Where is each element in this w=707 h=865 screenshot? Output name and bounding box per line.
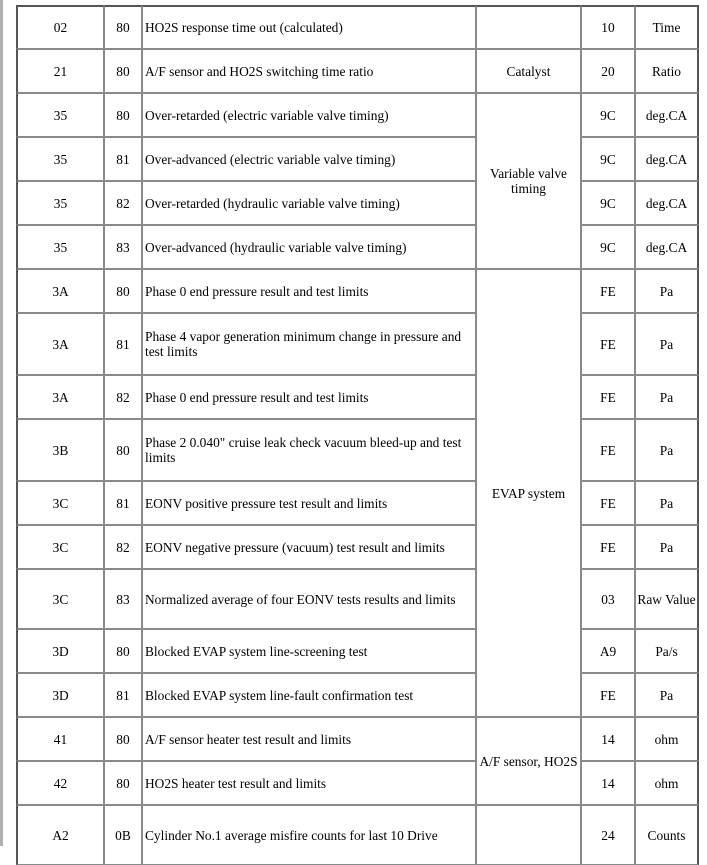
uas-id-cell: 20 bbox=[581, 49, 635, 93]
unit-cell: Pa bbox=[635, 419, 699, 481]
test-id-cell: 21 bbox=[16, 49, 104, 93]
unit-cell: Pa bbox=[635, 673, 699, 717]
test-id-cell: 35 bbox=[16, 181, 104, 225]
test-id-cell: 35 bbox=[16, 137, 104, 181]
category-cell: A/F sensor, HO2S bbox=[476, 717, 581, 805]
component-id-cell: 80 bbox=[104, 717, 142, 761]
uas-id-cell: 9C bbox=[581, 225, 635, 269]
table-row bbox=[16, 717, 699, 761]
unit-cell: deg.CA bbox=[635, 225, 699, 269]
test-id-cell: 3C bbox=[16, 569, 104, 629]
unit-cell: Pa bbox=[635, 313, 699, 375]
left-edge-bar bbox=[0, 0, 3, 846]
table-row bbox=[16, 761, 699, 805]
uas-id-cell: 24 bbox=[581, 805, 635, 865]
unit-cell: deg.CA bbox=[635, 93, 699, 137]
description-cell: Phase 4 vapor generation minimum change in pressure and test limits bbox=[142, 313, 476, 375]
component-id-cell: 81 bbox=[104, 481, 142, 525]
unit-cell: Pa bbox=[635, 269, 699, 313]
description-cell: HO2S heater test result and limits bbox=[142, 761, 476, 805]
description-cell: A/F sensor heater test result and limits bbox=[142, 717, 476, 761]
component-id-cell: 80 bbox=[104, 629, 142, 673]
description-cell: Phase 0 end pressure result and test limits bbox=[142, 269, 476, 313]
uas-id-cell: 03 bbox=[581, 569, 635, 629]
monitor-test-table bbox=[16, 5, 699, 865]
description-cell: Cylinder No.1 average misfire counts for last 10 Drive bbox=[142, 805, 476, 865]
description-cell: EONV negative pressure (vacuum) test result and limits bbox=[142, 525, 476, 569]
table-body bbox=[16, 5, 699, 865]
description-cell: Over-advanced (hydraulic variable valve timing) bbox=[142, 225, 476, 269]
component-id-cell: 82 bbox=[104, 181, 142, 225]
table-row bbox=[16, 269, 699, 313]
uas-id-cell: FE bbox=[581, 673, 635, 717]
category-cell: Variable valve timing bbox=[476, 93, 581, 269]
test-id-cell: 42 bbox=[16, 761, 104, 805]
unit-cell: Pa bbox=[635, 525, 699, 569]
component-id-cell: 81 bbox=[104, 313, 142, 375]
test-id-cell: 3C bbox=[16, 525, 104, 569]
component-id-cell: 81 bbox=[104, 673, 142, 717]
unit-cell: Ratio bbox=[635, 49, 699, 93]
description-cell: Over-retarded (hydraulic variable valve timing) bbox=[142, 181, 476, 225]
description-cell: Blocked EVAP system line-screening test bbox=[142, 629, 476, 673]
component-id-cell: 80 bbox=[104, 5, 142, 49]
unit-cell: Pa bbox=[635, 375, 699, 419]
component-id-cell: 82 bbox=[104, 525, 142, 569]
unit-cell: ohm bbox=[635, 761, 699, 805]
uas-id-cell: 9C bbox=[581, 137, 635, 181]
table-row bbox=[16, 419, 699, 481]
uas-id-cell: 14 bbox=[581, 717, 635, 761]
uas-id-cell: FE bbox=[581, 419, 635, 481]
table-row bbox=[16, 93, 699, 137]
test-id-cell: 35 bbox=[16, 93, 104, 137]
table-row bbox=[16, 525, 699, 569]
unit-cell: Pa bbox=[635, 481, 699, 525]
description-cell: HO2S response time out (calculated) bbox=[142, 5, 476, 49]
unit-cell: Pa/s bbox=[635, 629, 699, 673]
uas-id-cell: 10 bbox=[581, 5, 635, 49]
component-id-cell: 82 bbox=[104, 375, 142, 419]
unit-cell: Counts bbox=[635, 805, 699, 865]
category-cell bbox=[476, 805, 581, 865]
table-row bbox=[16, 673, 699, 717]
component-id-cell: 80 bbox=[104, 761, 142, 805]
unit-cell: Raw Value bbox=[635, 569, 699, 629]
uas-id-cell: FE bbox=[581, 269, 635, 313]
table-row bbox=[16, 49, 699, 93]
table-row bbox=[16, 375, 699, 419]
table-row bbox=[16, 805, 699, 865]
description-cell: EONV positive pressure test result and limits bbox=[142, 481, 476, 525]
unit-cell: ohm bbox=[635, 717, 699, 761]
test-id-cell: 3A bbox=[16, 269, 104, 313]
test-id-cell: 41 bbox=[16, 717, 104, 761]
unit-cell: deg.CA bbox=[635, 137, 699, 181]
test-id-cell: 35 bbox=[16, 225, 104, 269]
unit-cell: Time bbox=[635, 5, 699, 49]
table-row bbox=[16, 225, 699, 269]
component-id-cell: 80 bbox=[104, 93, 142, 137]
uas-id-cell: FE bbox=[581, 481, 635, 525]
description-cell: Normalized average of four EONV tests results and limits bbox=[142, 569, 476, 629]
uas-id-cell: 9C bbox=[581, 181, 635, 225]
component-id-cell: 80 bbox=[104, 419, 142, 481]
test-id-cell: A2 bbox=[16, 805, 104, 865]
description-cell: A/F sensor and HO2S switching time ratio bbox=[142, 49, 476, 93]
component-id-cell: 83 bbox=[104, 225, 142, 269]
test-id-cell: 3A bbox=[16, 313, 104, 375]
uas-id-cell: 9C bbox=[581, 93, 635, 137]
description-cell: Blocked EVAP system line-fault confirmation test bbox=[142, 673, 476, 717]
test-id-cell: 3D bbox=[16, 629, 104, 673]
test-id-cell: 3B bbox=[16, 419, 104, 481]
component-id-cell: 80 bbox=[104, 49, 142, 93]
category-cell: EVAP system bbox=[476, 269, 581, 717]
uas-id-cell: FE bbox=[581, 525, 635, 569]
description-cell: Over-retarded (electric variable valve timing) bbox=[142, 93, 476, 137]
description-cell: Over-advanced (electric variable valve timing) bbox=[142, 137, 476, 181]
test-id-cell: 3C bbox=[16, 481, 104, 525]
component-id-cell: 83 bbox=[104, 569, 142, 629]
table-row bbox=[16, 313, 699, 375]
test-id-cell: 02 bbox=[16, 5, 104, 49]
description-cell: Phase 0 end pressure result and test limits bbox=[142, 375, 476, 419]
unit-cell: deg.CA bbox=[635, 181, 699, 225]
test-id-cell: 3D bbox=[16, 673, 104, 717]
component-id-cell: 81 bbox=[104, 137, 142, 181]
component-id-cell: 80 bbox=[104, 269, 142, 313]
table-row bbox=[16, 181, 699, 225]
uas-id-cell: A9 bbox=[581, 629, 635, 673]
table-row bbox=[16, 569, 699, 629]
description-cell: Phase 2 0.040" cruise leak check vacuum bleed-up and test limits bbox=[142, 419, 476, 481]
table-row bbox=[16, 5, 699, 49]
table-row bbox=[16, 629, 699, 673]
table-row bbox=[16, 481, 699, 525]
table-row bbox=[16, 137, 699, 181]
uas-id-cell: FE bbox=[581, 375, 635, 419]
category-cell bbox=[476, 5, 581, 49]
category-cell: Catalyst bbox=[476, 49, 581, 93]
uas-id-cell: 14 bbox=[581, 761, 635, 805]
uas-id-cell: FE bbox=[581, 313, 635, 375]
component-id-cell: 0B bbox=[104, 805, 142, 865]
test-id-cell: 3A bbox=[16, 375, 104, 419]
